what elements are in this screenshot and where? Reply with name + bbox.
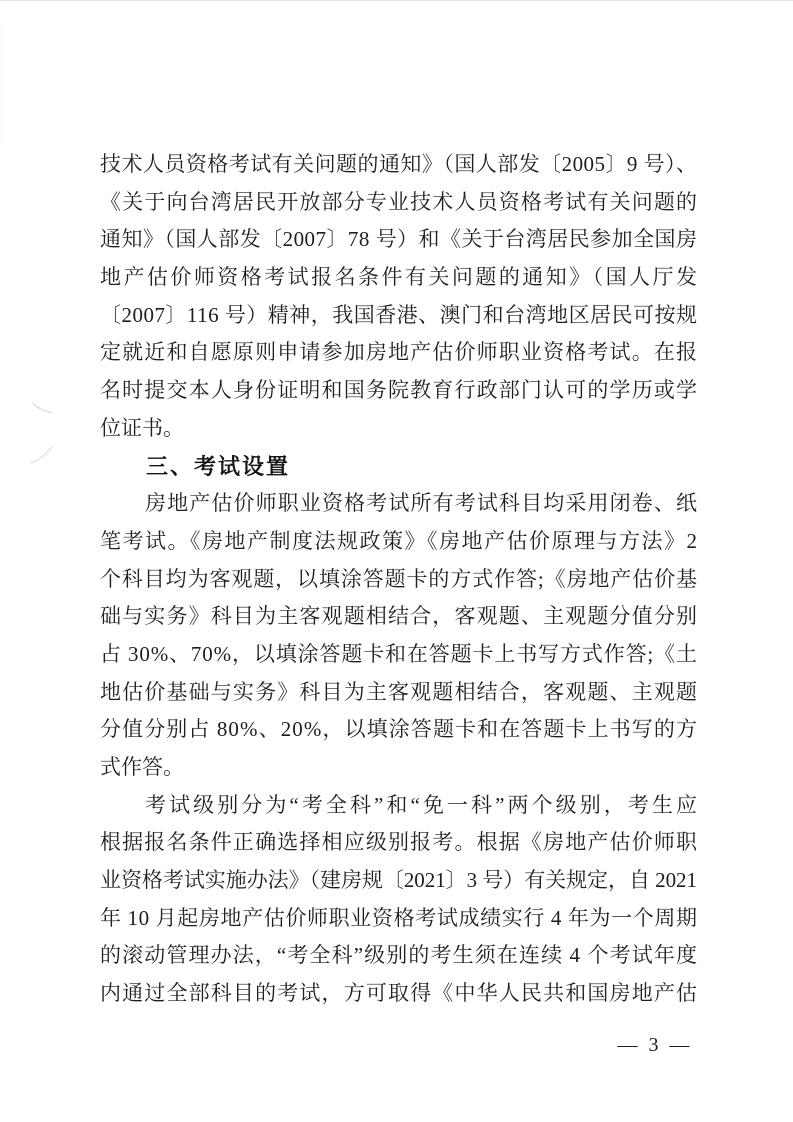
text-line: 年 10 月起房地产估价师职业资格考试成绩实行 4 年为一个周期 xyxy=(100,905,698,930)
text-line: 定就近和自愿原则申请参加房地产估价师职业资格考试。在报 xyxy=(100,340,699,365)
text-line: 个科目均为客观题，以填涂答题卡的方式作答;《房地产估价基 xyxy=(100,566,698,591)
text-line: 业资格考试实施办法》（建房规〔2021〕3 号）有关规定，自 2021 xyxy=(100,868,697,893)
text-line: 的滚动管理办法，“考全科”级别的考生须在连续 4 个考试年度 xyxy=(100,943,699,968)
text-line: 占 30%、70%，以填涂答题卡和在答题卡上书写方式作答;《土 xyxy=(100,641,698,666)
document-text xyxy=(100,146,701,1013)
text-line: 名时提交本人身份证明和国务院教育行政部门认可的学历或学 xyxy=(100,378,699,403)
text-line: 内通过全部科目的考试，方可取得《中华人民共和国房地产估 xyxy=(100,981,699,1006)
page-number: — 3 — xyxy=(617,1034,693,1056)
text-line: 分值分别占 80%、20%，以填涂答题卡和在答题卡上书写的方 xyxy=(100,717,699,742)
text-line: 础与实务》科目为主客观题相结合，客观题、主观题分值分别 xyxy=(100,604,699,629)
scan-artifact-squiggle xyxy=(28,444,56,466)
scan-edge-left xyxy=(1,22,2,142)
text-line: 技术人员资格考试有关问题的通知》（国人部发〔2005〕9 号）、 xyxy=(100,152,698,176)
text-line: 房地产估价师职业资格考试所有考试科目均采用闭卷、纸 xyxy=(145,491,699,516)
text-line: 通知》（国人部发〔2007〕78 号）和《关于台湾居民参加全国房 xyxy=(100,227,698,252)
scan-artifact-squiggle xyxy=(30,400,56,418)
text-line: 地估价基础与实务》科目为主客观题相结合，客观题、主观题 xyxy=(100,679,699,704)
text-line: 地产估价师资格考试报名条件有关问题的通知》（国人厅发 xyxy=(100,265,700,290)
text-line: 〔2007〕116 号）精神，我国香港、澳门和台湾地区居民可按规 xyxy=(100,302,698,327)
section-heading: 三、考试设置 xyxy=(146,453,291,479)
text-line: 根据报名条件正确选择相应级别报考。根据《房地产估价师职 xyxy=(100,830,699,855)
scan-edge-top xyxy=(0,0,793,1)
text-line: 笔考试。《房地产制度法规政策》《房地产估价原理与方法》2 xyxy=(100,528,699,553)
text-line: 式作答。 xyxy=(100,755,184,779)
text-line: 位证书。 xyxy=(100,415,184,440)
text-line: 考试级别分为“考全科”和“免一科”两个级别，考生应 xyxy=(145,792,701,817)
text-line: 《关于向台湾居民开放部分专业技术人员资格考试有关问题的 xyxy=(100,189,699,214)
